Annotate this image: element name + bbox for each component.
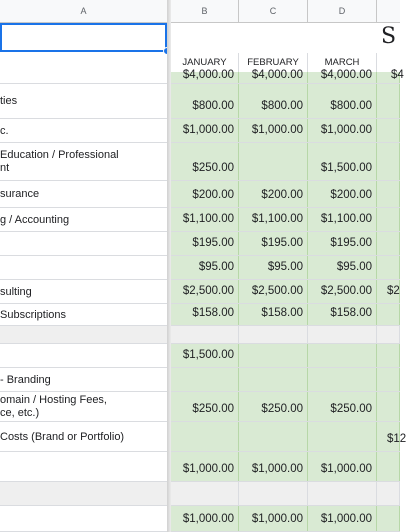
value-cell[interactable]: $12 <box>377 422 400 451</box>
row-label[interactable]: ties <box>0 95 18 107</box>
table-row <box>0 304 400 326</box>
month-header-march: MARCH <box>308 53 377 73</box>
value-cell[interactable] <box>308 344 377 367</box>
empty-cell[interactable] <box>239 482 308 505</box>
value-cell[interactable]: $1,000.00 <box>239 506 308 531</box>
empty-cell[interactable] <box>171 482 239 505</box>
value-cell[interactable] <box>377 452 400 481</box>
empty-cell[interactable] <box>308 482 377 505</box>
value-cell[interactable]: $800.00 <box>239 84 308 118</box>
table-row <box>0 181 400 208</box>
table-row <box>0 256 400 280</box>
value-cell[interactable]: $1,500.00 <box>308 143 377 180</box>
value-cell[interactable]: $2,500.00 <box>308 280 377 303</box>
value-cell[interactable]: $800.00 <box>308 84 377 118</box>
value-cell[interactable]: $1,000.00 <box>308 506 377 531</box>
row-label[interactable] <box>0 256 167 280</box>
empty-cell[interactable] <box>377 326 400 343</box>
table-row <box>0 119 400 143</box>
month-header-february: FEBRUARY <box>239 53 308 73</box>
value-cell[interactable] <box>239 422 308 451</box>
value-cell[interactable] <box>377 84 400 118</box>
value-cell[interactable] <box>377 392 400 421</box>
value-cell[interactable] <box>308 422 377 451</box>
value-cell[interactable]: $4 <box>377 72 400 83</box>
row-label[interactable]: g / Accounting <box>0 213 70 226</box>
value-cell[interactable]: $195.00 <box>171 232 239 255</box>
table-row <box>0 69 404 84</box>
row-label[interactable]: Subscriptions <box>0 308 67 321</box>
empty-cell[interactable] <box>171 326 239 343</box>
section-band-row <box>0 482 400 506</box>
value-cell[interactable]: $1,000.00 <box>171 506 239 531</box>
table-row <box>0 208 400 232</box>
value-cell[interactable]: $1,500.00 <box>171 344 239 367</box>
value-cell[interactable]: $1,000.00 <box>239 452 308 481</box>
table-row <box>0 84 400 119</box>
row-label[interactable] <box>0 452 167 482</box>
row-label[interactable]: - Branding <box>0 373 51 386</box>
value-cell[interactable] <box>377 506 400 531</box>
table-row <box>0 344 400 368</box>
value-cell[interactable] <box>377 304 400 325</box>
value-cell[interactable] <box>377 232 400 255</box>
column-header-bar <box>0 0 400 23</box>
value-cell[interactable]: $95.00 <box>308 256 377 279</box>
row-label[interactable]: omain / Hosting Fees, ce, etc.) <box>0 394 107 419</box>
value-cell[interactable]: $250.00 <box>171 143 239 180</box>
row-label[interactable] <box>0 326 167 344</box>
month-header-january: JANUARY <box>171 53 239 73</box>
row-label[interactable]: sulting <box>0 285 32 298</box>
column-header-e[interactable] <box>377 0 400 22</box>
value-cell[interactable]: $4,000.00 <box>308 72 377 83</box>
empty-cell[interactable] <box>377 482 400 505</box>
row-label[interactable]: c. <box>0 124 9 137</box>
value-cell[interactable]: $250.00 <box>308 392 377 421</box>
value-cell[interactable] <box>377 344 400 367</box>
value-cell[interactable]: $4,000.00 <box>171 72 239 83</box>
value-cell[interactable] <box>377 143 400 180</box>
table-row <box>0 368 400 392</box>
value-cell[interactable]: $1,100.00 <box>171 208 239 231</box>
value-cell[interactable]: $250.00 <box>239 392 308 421</box>
table-row <box>0 280 400 304</box>
value-cell[interactable] <box>377 119 400 142</box>
value-cell[interactable] <box>239 344 308 367</box>
value-cell[interactable] <box>377 208 400 231</box>
value-cell[interactable]: $200.00 <box>239 181 308 207</box>
value-cell[interactable]: $200.00 <box>308 181 377 207</box>
value-cell[interactable]: $158.00 <box>239 304 308 325</box>
value-cell[interactable]: $800.00 <box>171 84 239 118</box>
table-row <box>0 392 400 422</box>
table-row <box>0 232 400 256</box>
column-header-a[interactable]: A <box>0 0 168 22</box>
value-cell[interactable]: $1,000.00 <box>171 119 239 142</box>
value-cell[interactable]: $1,100.00 <box>308 208 377 231</box>
row-label[interactable]: surance <box>0 188 40 200</box>
value-cell[interactable] <box>377 368 400 391</box>
column-header-b[interactable]: B <box>171 0 239 22</box>
value-cell[interactable]: $195.00 <box>239 232 308 255</box>
frozen-column-divider <box>167 0 171 532</box>
column-header-d[interactable]: D <box>308 0 377 22</box>
value-cell[interactable]: $158.00 <box>308 304 377 325</box>
row-label[interactable] <box>0 506 167 532</box>
value-cell[interactable]: $2,500.00 <box>171 280 239 303</box>
row-label[interactable]: Costs (Brand or Portfolio) <box>0 430 125 443</box>
table-row <box>0 143 400 181</box>
value-cell[interactable]: $250.00 <box>171 392 239 421</box>
value-cell[interactable] <box>377 181 400 207</box>
value-cell[interactable]: $95.00 <box>239 256 308 279</box>
sheet-title: S <box>381 24 397 49</box>
value-cell[interactable] <box>171 422 239 451</box>
value-cell[interactable] <box>171 368 239 391</box>
row-label[interactable] <box>0 482 167 506</box>
value-cell[interactable]: $158.00 <box>171 304 239 325</box>
value-cell[interactable]: $195.00 <box>308 232 377 255</box>
row-label[interactable]: Education / Professional nt <box>0 149 119 174</box>
value-cell[interactable]: $1,100.00 <box>239 208 308 231</box>
value-cell[interactable]: $200.00 <box>171 181 239 207</box>
table-row <box>0 452 400 482</box>
value-cell[interactable]: $1,000.00 <box>171 452 239 481</box>
value-cell[interactable]: $4,000.00 <box>239 72 308 83</box>
row-label[interactable] <box>0 232 167 256</box>
value-cell[interactable] <box>239 368 308 391</box>
table-row <box>0 506 400 532</box>
value-cell[interactable] <box>239 143 308 180</box>
empty-cell[interactable] <box>308 326 377 343</box>
selected-cell[interactable] <box>0 23 167 52</box>
value-cell[interactable] <box>377 256 400 279</box>
value-cell[interactable]: $95.00 <box>171 256 239 279</box>
value-cell[interactable]: $1,000.00 <box>239 119 308 142</box>
section-band-row <box>0 326 400 344</box>
empty-cell[interactable] <box>239 326 308 343</box>
value-cell[interactable]: $2,500.00 <box>239 280 308 303</box>
value-cell[interactable]: $1,000.00 <box>308 119 377 142</box>
value-cell[interactable]: $1,000.00 <box>308 452 377 481</box>
value-cell[interactable]: $2 <box>377 280 400 303</box>
row-label[interactable] <box>0 344 167 368</box>
column-header-c[interactable]: C <box>239 0 308 22</box>
table-row <box>0 422 406 452</box>
value-cell[interactable] <box>308 368 377 391</box>
